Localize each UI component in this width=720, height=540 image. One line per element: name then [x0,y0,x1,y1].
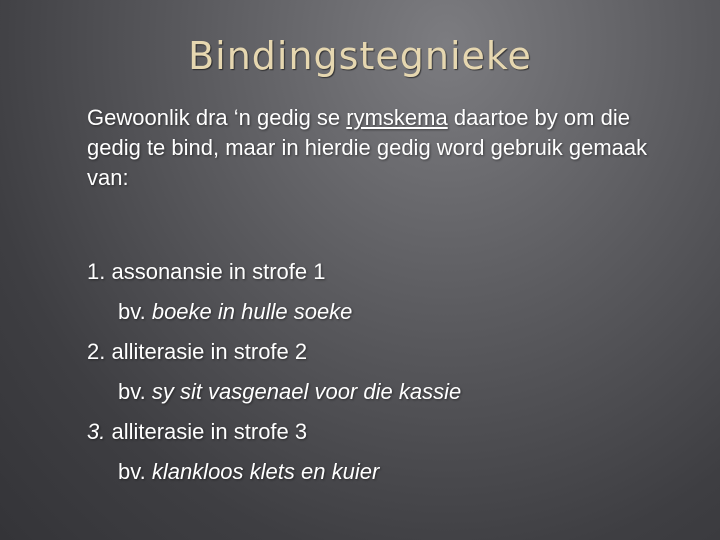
intro-text-start: Gewoonlik dra ‘n gedig se [87,105,347,130]
device-list [87,252,687,492]
item-text: assonansie in strofe 1 [105,259,326,284]
example-text: klankloos klets en kuier [151,459,380,484]
item-number: 2. [87,339,106,364]
example-line [87,372,687,412]
example-prefix: bv. [118,459,152,484]
example-line [87,292,687,332]
item-number: 3. [87,419,106,444]
item-text: alliterasie in strofe 2 [105,339,308,364]
example-prefix: bv. [118,299,152,324]
list-item [87,332,687,372]
list-item [87,412,687,452]
example-line [87,452,687,492]
example-text: boeke in hulle soeke [151,299,353,324]
item-text: alliterasie in strofe 3 [105,419,308,444]
intro-text-end: daartoe by om die gedig te bind, maar in hierdie gedig word gebruik gemaak van: [87,105,648,190]
example-prefix: bv. [118,379,152,404]
intro-underlined-term: rymskema [346,105,448,130]
slide-title: Bindingstegnieke [188,34,532,78]
item-number: 1. [87,259,106,284]
example-text: sy sit vasgenael voor die kassie [151,379,462,404]
list-item [87,252,687,292]
intro-paragraph [87,103,687,193]
